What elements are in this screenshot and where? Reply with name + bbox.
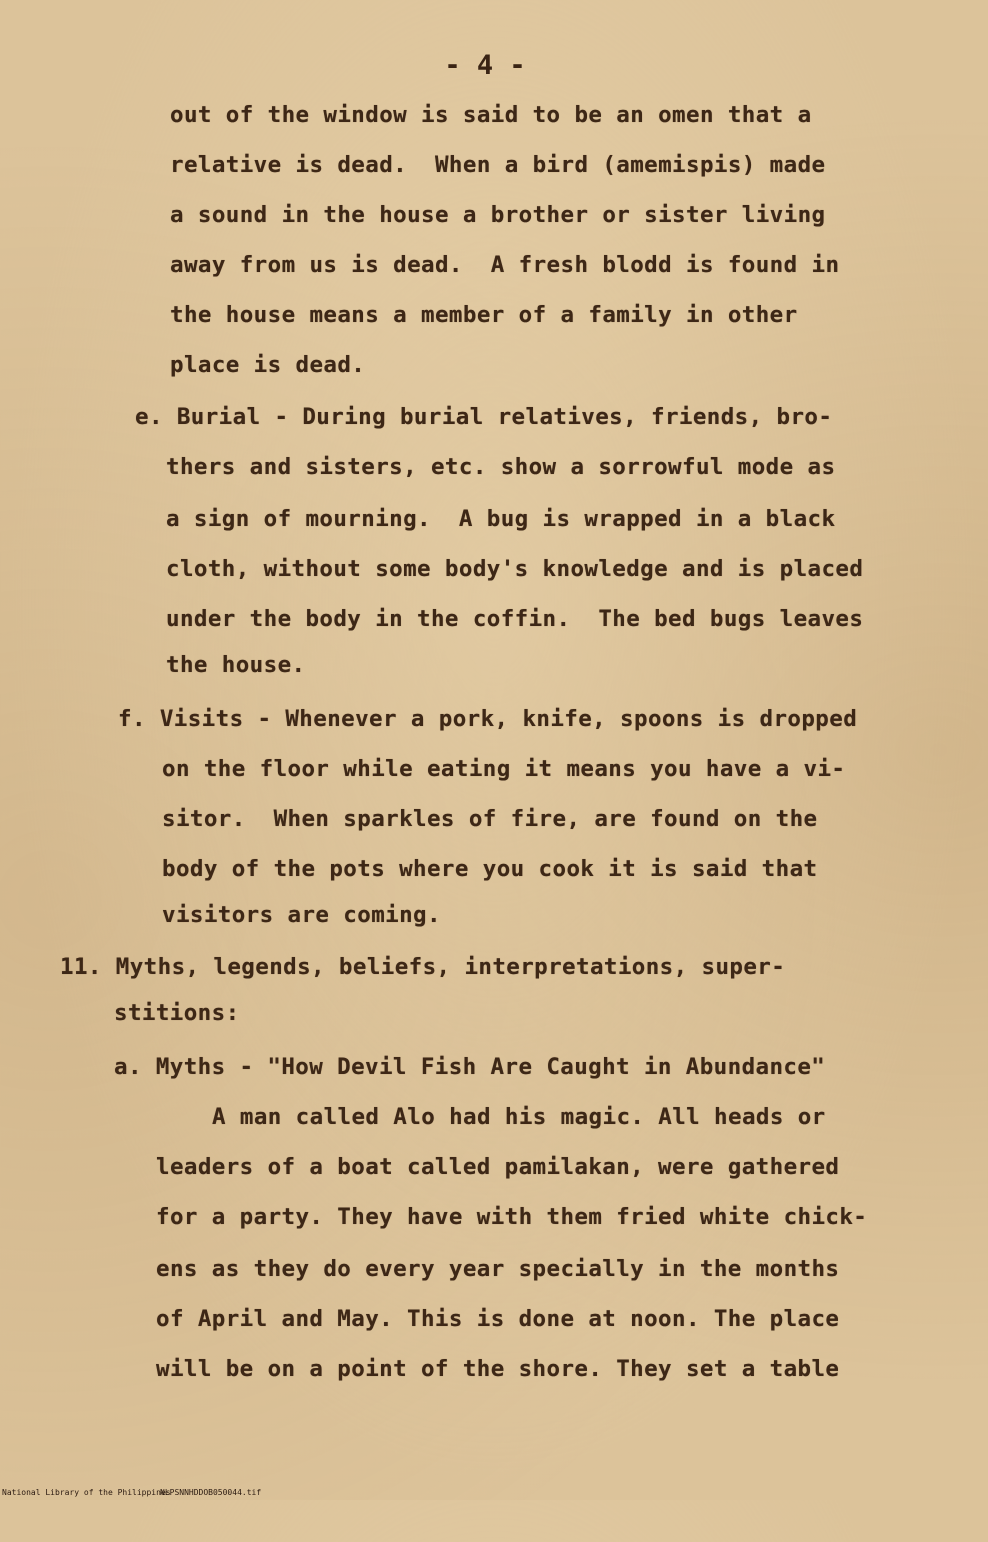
text-line: stitions: (114, 1000, 240, 1026)
text-line: relative is dead. When a bird (amemispis) made (170, 152, 826, 178)
text-line: away from us is dead. A fresh blodd is found in (170, 252, 840, 278)
text-line: body of the pots where you cook it is said that (162, 856, 818, 882)
text-line: sitor. When sparkles of fire, are found on the (162, 806, 818, 832)
text-line: out of the window is said to be an omen that a (170, 102, 812, 128)
text-line: a sound in the house a brother or sister living (170, 202, 826, 228)
scan-footer (0, 1486, 988, 1500)
text-line: ens as they do every year specially in the months (156, 1256, 840, 1282)
section-e-burial: e. Burial - During burial relatives, friends, bro- (135, 404, 833, 430)
text-line: for a party. They have with them fried white chick- (156, 1204, 868, 1230)
text-line: place is dead. (170, 352, 366, 378)
footer-institution: National Library of the Philippines (2, 1488, 171, 1497)
text-line: visitors are coming. (162, 902, 441, 928)
footer-filename: NLPSNNHDDOB050044.tif (160, 1488, 262, 1497)
text-line: will be on a point of the shore. They set a table (156, 1356, 840, 1382)
section-f-visits: f. Visits - Whenever a pork, knife, spoons is dropped (118, 706, 858, 732)
text-line: leaders of a boat called pamilakan, were gathered (156, 1154, 840, 1180)
text-line: A man called Alo had his magic. All heads or (212, 1104, 826, 1130)
page-number: - 4 - (444, 50, 526, 81)
text-line: the house. (166, 652, 306, 678)
text-line: thers and sisters, etc. show a sorrowful mode as (166, 454, 836, 480)
text-line: cloth, without some body's knowledge and is placed (166, 556, 864, 582)
text-line: on the floor while eating it means you have a vi- (162, 756, 846, 782)
section-a-myths: a. Myths - "How Devil Fish Are Caught in Abundance" (114, 1054, 826, 1080)
text-line: the house means a member of a family in other (170, 302, 798, 328)
text-line: under the body in the coffin. The bed bugs leaves (166, 606, 864, 632)
text-line: of April and May. This is done at noon. The place (156, 1306, 840, 1332)
section-11-myths: 11. Myths, legends, beliefs, interpretations, super- (60, 954, 786, 980)
text-line: a sign of mourning. A bug is wrapped in a black (166, 506, 836, 532)
